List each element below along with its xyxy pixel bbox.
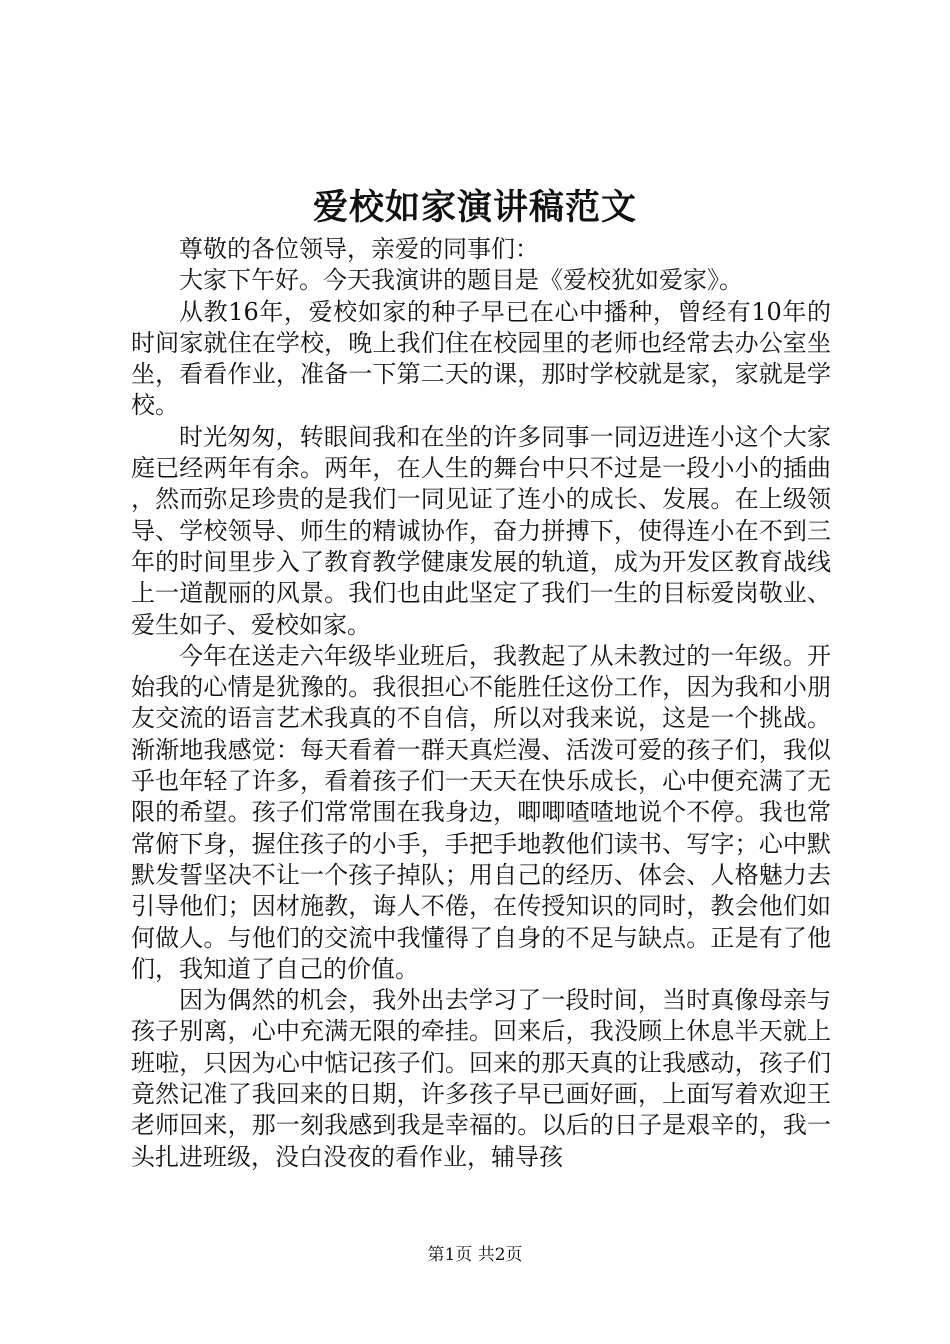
paragraph: 因为偶然的机会，我外出去学习了一段时间，当时真像母亲与孩子别离，心中充满无限的牵挂。回来后，我没顾上休息半天就上班啦，只因为心中惦记孩子们。回来的那天真的让我感动，孩子们竟然记准了我回来的日期，许多孩子早已画好画，上面写着欢迎王老师回来，那一刻我感到我是幸福的。以后的日子是艰辛的，我一头扎进班级，没白没夜的看作业，辅导孩 [131, 986, 831, 1171]
page-title: 爱校如家演讲稿范文 [312, 187, 637, 228]
document-body [131, 234, 831, 1173]
page-footer: 第1页 共2页 [427, 1245, 523, 1265]
paragraph: 时光匆匆，转眼间我和在坐的许多同事一同迈进连小这个大家庭已经两年有余。两年，在人生的舞台中只不过是一段小小的插曲，然而弥足珍贵的是我们一同见证了连小的成长、发展。在上级领导、学校领导、师生的精诚协作，奋力拼搏下，使得连小在不到三年的时间里步入了教育教学健康发展的轨道，成为开发区教育战线上一道靓丽的风景。我们也由此坚定了我们一生的目标爱岗敬业、爱生如子、爱校如家。 [131, 422, 831, 639]
paragraph: 今年在送走六年级毕业班后，我教起了从未教过的一年级。开始我的心情是犹豫的。我很担心不能胜任这份工作，因为我和小朋友交流的语言艺术我真的不自信，所以对我来说，这是一个挑战。渐渐地我感觉：每天看着一群天真烂漫、活泼可爱的孩子们，我似乎也年轻了许多，看着孩子们一天天在快乐成长，心中便充满了无限的希望。孩子们常常围在我身边，唧唧喳喳地说个不停。我也常常俯下身，握住孩子的小手，手把手地教他们读书、写字；心中默默发誓坚决不让一个孩子掉队；用自己的经历、体会、人格魅力去引导他们；因材施教，诲人不倦，在传授知识的同时，教会他们如何做人。与他们的交流中我懂得了自身的不足与缺点。正是有了他们，我知道了自己的价值。 [131, 641, 831, 983]
paragraph-greeting: 大家下午好。今天我演讲的题目是《爱校犹如爱家》。 [179, 266, 743, 295]
paragraph: 从教16年，爱校如家的种子早已在心中播种，曾经有10年的时间家就住在学校，晚上我们住在校园里的老师也经常去办公室坐坐，看看作业，准备一下第二天的课，那时学校就是家，家就是学校。 [131, 297, 831, 420]
paragraph-salutation: 尊敬的各位领导，亲爱的同事们： [179, 235, 539, 263]
